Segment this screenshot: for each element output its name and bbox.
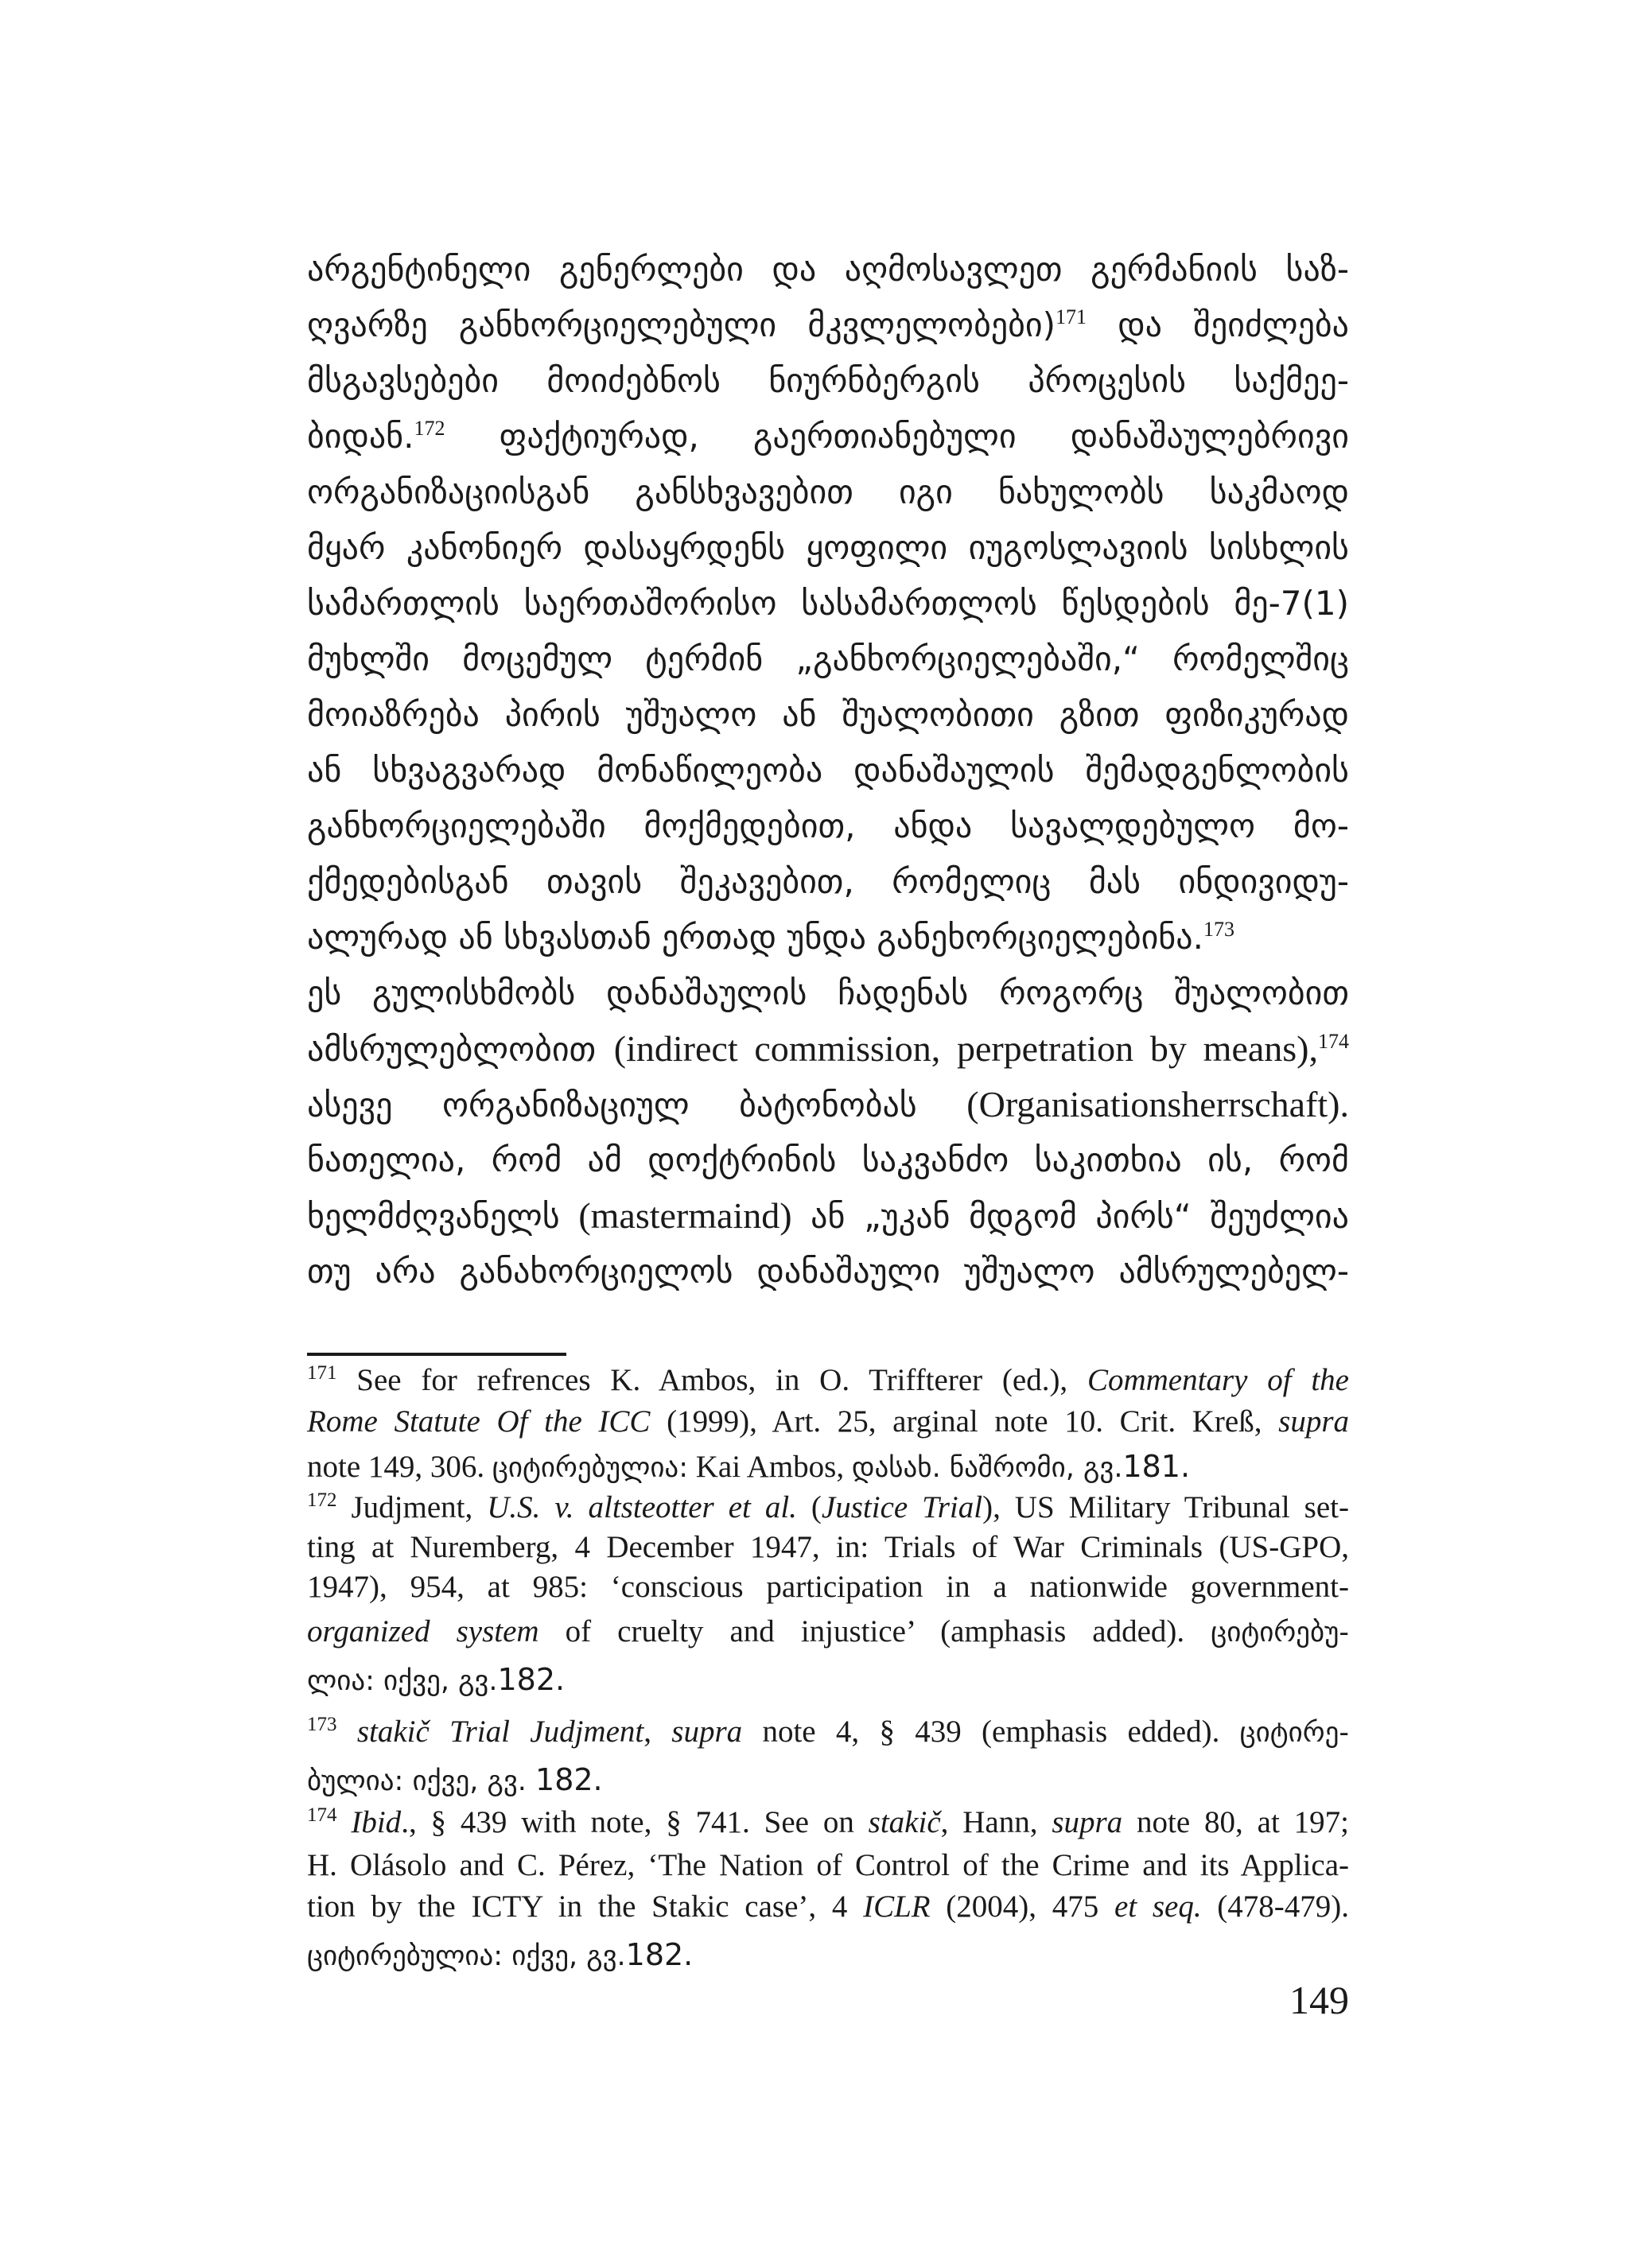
body-line: ასევე ორგანიზაციულ ბატონობას (Organisationsherrschaft). [307,1084,1349,1124]
footnote-line: H. Olásolo and C. Pérez, ‘The Nation of Control of the Crime and its Applica- [307,1848,1349,1882]
body-line: ღვარზე განხორციელებული მკვლელობები)$^{171}$ და შეიძლება [307,305,1349,344]
footnote-line: ting at Nuremberg, 4 December 1947, in: Trials of War Criminals (US-GPO, [307,1530,1349,1564]
body-line: მუხლში მოცემულ ტერმინ „განხორციელებაში,“ რომელშიც [307,639,1349,678]
footnote-separator [307,1353,566,1356]
body-line: განხორციელებაში მოქმედებით, ანდა სავალდებულო მო- [307,806,1349,845]
footnote-line: tion by the ICTY in the Stakic case’, 4 ICLR (2004), 475 et seq. (478-479). [307,1889,1350,1924]
footnote-ref-171[interactable]: 171 [1056,305,1087,328]
footnote-ref-173[interactable]: 173 [1203,918,1234,941]
body-line: მსგავსებები მოიძებნოს ნიურნბერგის პროცესის საქმეე- [307,361,1349,400]
footnote-line: Rome Statute Of the ICC (1999), Art. 25, arginal note 10. Crit. Kreß, supra [307,1404,1349,1439]
body-line: ორგანიზაციისგან განსხვავებით იგი ნახულობს საკმაოდ [307,472,1349,511]
body-line: ბიდან.$^{172}$ ფაქტიურად, გაერთიანებული დანაშაულებრივი [307,417,1349,456]
body-line: არგენტინელი გენერლები და აღმოსავლეთ გერმანიის საზ- [307,250,1349,289]
footnote-ref-172[interactable]: 172 [414,417,445,440]
footnote-171: $^{171}$ See for refrences K. Ambos, in O. Triffterer (ed.), Commentary of the [307,1362,1349,1397]
footnote-line: ციტირებულია: იქვე, გვ.182. [307,1937,694,1972]
body-line: ეს გულისხმობს დანაშაულის ჩადენას როგორც შუალობით [307,973,1349,1012]
body-line: თუ არა განახორციელოს დანაშაული უშუალო ამსრულებელ- [307,1252,1349,1291]
footnote-line: note 149, 306. ციტირებულია: Kai Ambos, დასახ. ნაშრომი, გვ.181. [307,1449,1191,1484]
page-number: 149 [1289,1978,1349,2022]
footnote-172: $^{172}$ Judjment, U.S. v. altsteotter et al. (Justice Trial), US Military Tribunal set- [307,1489,1349,1524]
footnote-line: 1947), 954, at 985: ‘conscious participation in a nationwide government- [307,1570,1349,1604]
body-line: ამსრულებლობით (indirect commission, perpetration by means),$^{174}$ [307,1028,1349,1069]
body-line: მყარ კანონიერ დასაყრდენს ყოფილი იუგოსლავიის სისხლის [307,528,1349,567]
footnote-174: $^{174}$ Ibid., § 439 with note, § 741. See on stakič, Hann, supra note 80, at 197; [307,1804,1349,1839]
footnote-173: $^{173}$ stakič Trial Judjment, supra note 4, § 439 (emphasis edded). ციტირე- [307,1714,1350,1749]
body-line: ან სხვაგვარად მონაწილეობა დანაშაულის შემადგენლობის [307,751,1349,790]
body-line: ქმედებისგან თავის შეკავებით, რომელიც მას ინდივიდუ- [307,862,1349,901]
body-line: ალურად ან სხვასთან ერთად უნდა განეხორციელებინა.$^{173}$ [307,918,1234,957]
body-line: ხელმძღვანელს (mastermaind) ან „უკან მდგომ პირს“ შეუძლია [307,1195,1349,1236]
body-line: მოიაზრება პირის უშუალო ან შუალობითი გზით ფიზიკურად [307,695,1349,734]
footnote-line: organized system of cruelty and injustice’ (amphasis added). ციტირებუ- [307,1614,1349,1649]
footnote-ref-174[interactable]: 174 [1318,1030,1349,1053]
body-line: ნათელია, რომ ამ დოქტრინის საკვანძო საკითხია ის, რომ [307,1140,1349,1179]
footnote-line: ბულია: იქვე, გვ. 182. [307,1762,603,1797]
body-line: სამართლის საერთაშორისო სასამართლოს წესდების მე-7(1) [307,584,1349,623]
footnote-line: ლია: იქვე, გვ.182. [307,1662,566,1697]
